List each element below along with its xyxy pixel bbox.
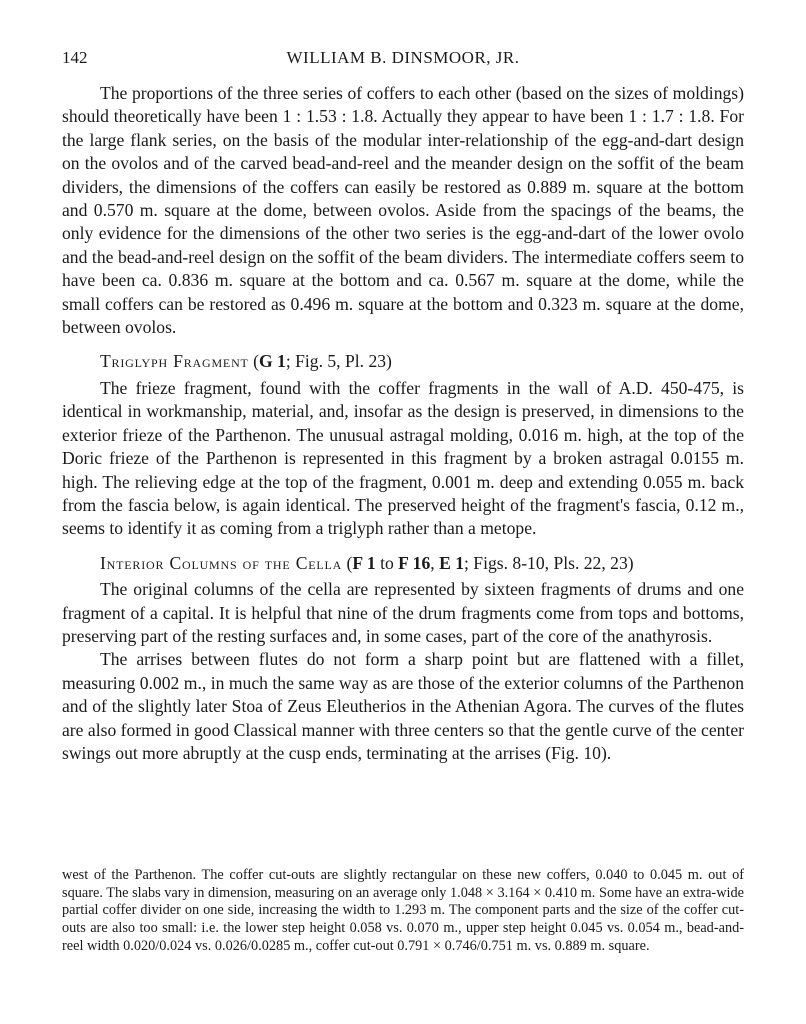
section-refs: ; Fig. 5, Pl. 23) [285, 351, 392, 372]
paragraph-coffer-proportions: The proportions of the three series of coffers to each other (based on the sizes of moldings) should theoretically have been 1 : 1.53 : 1.8. Actually they appear to have been 1 : 1.7 : 1.8. For the large flank series, on the basis of the modular inter-relationship of the egg-and-dart design on the ovolos and of the carved bead-and-reel and the meander design on the soffit of the beam dividers, the dimensions of the coffers can easily be restored as 0.889 m. square at the bottom and 0.570 m. square at the dome, between ovolos. Aside from the spacings of the beams, the only evidence for the dimensions of the other two series is the egg-and-dart of the lower ovolo and the bead-and-reel design on the soffit of the beam dividers. The intermediate coffers seem to have been ca. 0.836 m. square at the bottom and ca. 0.567 m. square at the dome, while the small coffers can be restored as 0.496 m. square at the bottom and 0.323 m. square at the dome, between ovolos. [62, 83, 744, 338]
paragraph-arrises: The arrises between flutes do not form a sharp point but are flattened with a fillet, measuring 0.002 m., in much the same way as are those of the exterior columns of the Parthenon and of the slightly later Stoa of Zeus Eleutherios in the Athenian Agora. The curves of the flutes are also formed in good Classical manner with three centers so that the gentle curve of the center swings out more abruptly at the cusp ends, terminating at the arrises (Fig. 10). [62, 649, 744, 763]
section-title: Triglyph Fragment [100, 351, 249, 372]
catalog-number: F 16 [398, 552, 431, 573]
catalog-number: F 1 [352, 552, 376, 573]
footnote-text: west of the Parthenon. The coffer cut-outs are slightly rectangular on these new coffers, 0.040 to 0.045 m. out of square. The slabs vary in dimension, measuring on an average only 1.048 × 3.164 × 0.410 m. Some have an extra-wide partial coffer divider on one side, increasing the width to 1.293 m. The component parts and the size of the coffer cut-outs are also too small: i.e. the lower step height 0.058 vs. 0.070 m., upper step height 0.045 vs. 0.054 m., bead-and-reel width 0.020/0.024 vs. 0.026/0.0285 m., coffer cut-out 0.791 × 0.746/0.751 m. vs. 0.889 m. square. [62, 867, 744, 954]
page-header [62, 48, 744, 72]
running-head: WILLIAM B. DINSMOOR, JR. [286, 48, 520, 67]
page-number: 142 [62, 48, 88, 67]
section-heading-interior-columns [62, 552, 744, 575]
footnote-block [62, 867, 744, 956]
section-title: Interior Columns of the Cella [100, 552, 343, 573]
paragraph-cella-columns: The original columns of the cella are represented by sixteen fragments of drums and one fragment of a capital. It is helpful that nine of the drum fragments come from tops and bottoms, preserving part of the resting surfaces and, in some cases, part of the core of the anathyrosis. [62, 579, 744, 646]
section-refs: ; Figs. 8-10, Pls. 22, 23) [464, 552, 634, 573]
catalog-number: G 1 [258, 351, 286, 372]
section-connector: , [430, 552, 440, 573]
body-text [62, 82, 744, 765]
section-paren: ( [346, 552, 353, 573]
section-connector: to [375, 552, 399, 573]
paragraph-frieze-fragment: The frieze fragment, found with the coffer fragments in the wall of A.D. 450-475, is identical in workmanship, material, and, insofar as the design is preserved, in dimensions to the exterior frieze of the Parthenon. The unusual astragal molding, 0.016 m. high, at the top of the Doric frieze of the Parthenon is represented in this fragment by a broken astragal 0.0155 m. high. The relieving edge at the top of the fragment, 0.001 m. deep and extending 0.055 m. back from the fascia below, is again identical. The preserved height of the fragment's fascia, 0.12 m., seems to identify it as coming from a triglyph rather than a metope. [62, 377, 744, 539]
catalog-number: E 1 [439, 552, 464, 573]
section-paren: ( [253, 351, 259, 372]
section-heading-triglyph [62, 350, 744, 373]
